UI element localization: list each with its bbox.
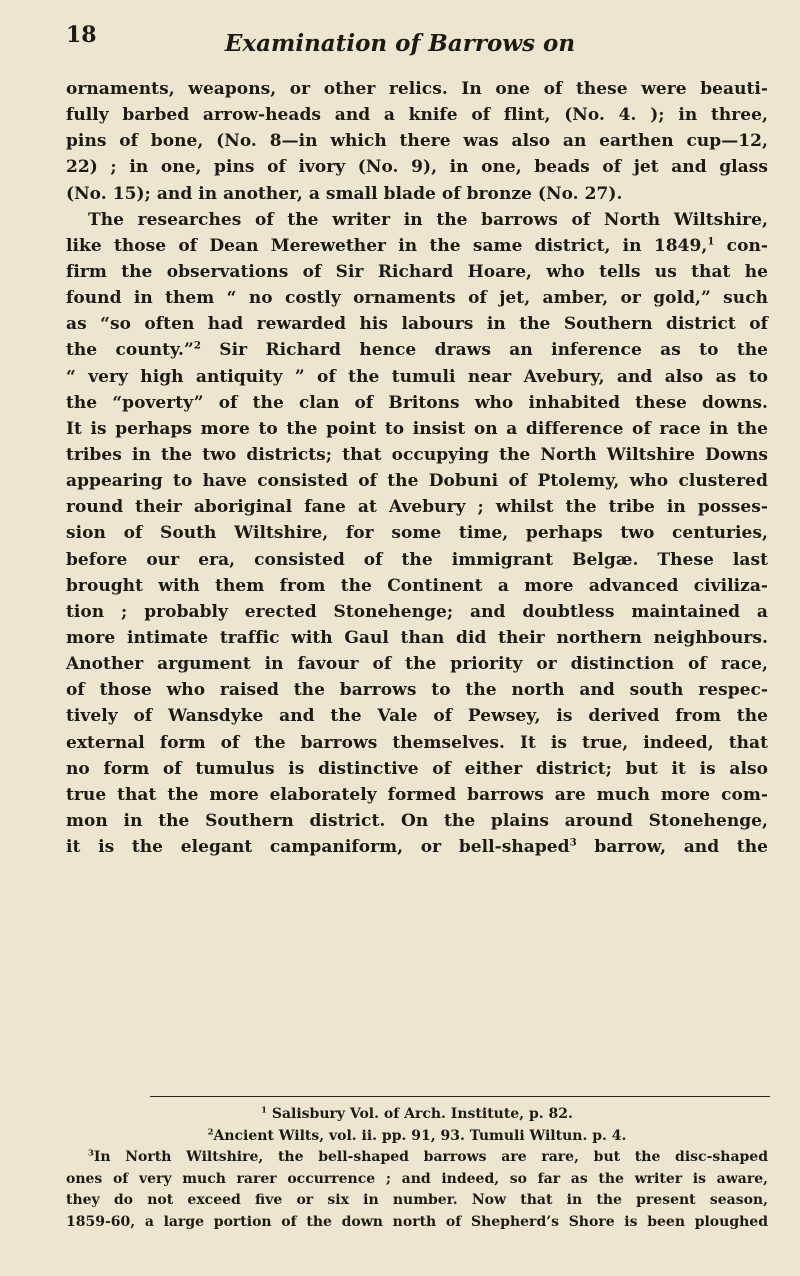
text-segment: barrow, and the <box>576 837 768 858</box>
text-segment: Sir Richard hence draws an inference as to the <box>200 340 768 361</box>
text-line: sion of South Wiltshire, for some time, perhaps two centuries, <box>66 523 768 544</box>
footnote-text: In North Wiltshire, the bell-shaped barrows are rare, but the disc-shaped <box>93 1149 768 1166</box>
text-line: external form of the barrows themselves. It is true, indeed, that <box>66 732 768 753</box>
footnote-text: Ancient Wilts, vol. ii. pp. 91, 93. Tumuli Wiltun. p. 4. <box>213 1127 627 1144</box>
text-line: as “so often had rewarded his labours in the Southern district of <box>66 314 768 335</box>
text-line: fully barbed arrow-heads and a knife of flint, (No. 4. ); in three, <box>66 105 768 126</box>
page-number: 18 <box>66 22 97 48</box>
text-line: ornaments, weapons, or other relics. In one of these were beauti- <box>66 79 768 99</box>
text-line: “ very high antiquity ” of the tumuli near Avebury, and also as to <box>66 366 768 387</box>
body-text <box>66 76 768 860</box>
footnote-ref: 3 <box>569 836 577 849</box>
text-line: more intimate traffic with Gaul than did their northern neighbours. <box>66 627 768 648</box>
text-line <box>66 233 768 259</box>
footnote-ref: 1 <box>707 235 715 248</box>
text-line: tribes in the two districts; that occupying the North Wiltshire Downs <box>66 444 768 465</box>
running-title: Examination of Barrows on <box>224 30 576 57</box>
text-line: the “poverty” of the clan of Britons who inhabited these downs. <box>66 392 768 413</box>
text-segment: the county.” <box>66 340 194 361</box>
text-line: found in them “ no costly ornaments of jet, amber, or gold,” such <box>66 288 768 309</box>
text-line: tively of Wansdyke and the Vale of Pewsey, is derived from the <box>66 706 768 727</box>
footnote-1 <box>66 1104 768 1126</box>
text-line: before our era, consisted of the immigrant Belgæ. These last <box>66 549 768 570</box>
footnote-2 <box>66 1126 768 1148</box>
footnote-text: Salisbury Vol. of Arch. Institute, p. 82. <box>266 1106 573 1122</box>
text-line: true that the more elaborately formed barrows are much more com- <box>66 784 768 805</box>
footnote-mark: 2 <box>207 1125 214 1136</box>
text-line <box>66 834 768 860</box>
text-line: of those who raised the barrows to the north and south respec- <box>66 680 768 701</box>
text-line: round their aboriginal fane at Avebury ; whilst the tribe in posses- <box>66 497 768 518</box>
text-line: 22) ; in one, pins of ivory (No. 9), in one, beads of jet and glass <box>66 157 768 178</box>
text-line: Another argument in favour of the priority or distinction of race, <box>66 654 768 675</box>
text-line: brought with them from the Continent a more advanced civiliza- <box>66 575 768 596</box>
footnote-mark: 1 <box>261 1104 267 1115</box>
footnote-line: they do not exceed five or six in number. Now that in the present season, <box>66 1192 768 1209</box>
text-line: It is perhaps more to the point to insist on a difference of race in the <box>66 418 768 439</box>
text-line <box>66 337 768 363</box>
footnote-line: ones of very much rarer occurrence ; and indeed, so far as the writer is aware, <box>66 1170 768 1187</box>
text-line: firm the observations of Sir Richard Hoare, who tells us that he <box>66 261 768 282</box>
text-line: no form of tumulus is distinctive of either district; but it is also <box>66 758 768 779</box>
text-line: appearing to have consisted of the Dobuni of Ptolemy, who clustered <box>66 471 768 492</box>
text-segment: like those of Dean Merewether in the same district, in 1849, <box>66 235 708 256</box>
footnote-ref: 2 <box>193 339 201 352</box>
text-line: pins of bone, (No. 8—in which there was also an earthen cup—12, <box>66 131 768 152</box>
text-line: (No. 15); and in another, a small blade of bronze (No. 27). <box>66 183 623 204</box>
text-line: mon in the Southern district. On the plains around Stonehenge, <box>66 810 768 831</box>
footnotes <box>66 1104 768 1234</box>
text-segment: con- <box>714 235 768 256</box>
text-line: The researches of the writer in the barrows of North Wiltshire, <box>88 209 768 230</box>
text-segment: it is the elegant campaniform, or bell-shaped <box>66 837 570 858</box>
footnote-mark: 3 <box>88 1147 94 1158</box>
footnote-line: 1859-60, a large portion of the down north of Shepherd’s Shore is been ploughed <box>66 1213 768 1230</box>
footnote-divider <box>150 1096 770 1097</box>
text-line: tion ; probably erected Stonehenge; and doubtless maintained a <box>66 601 768 622</box>
footnote-3 <box>66 1147 768 1169</box>
